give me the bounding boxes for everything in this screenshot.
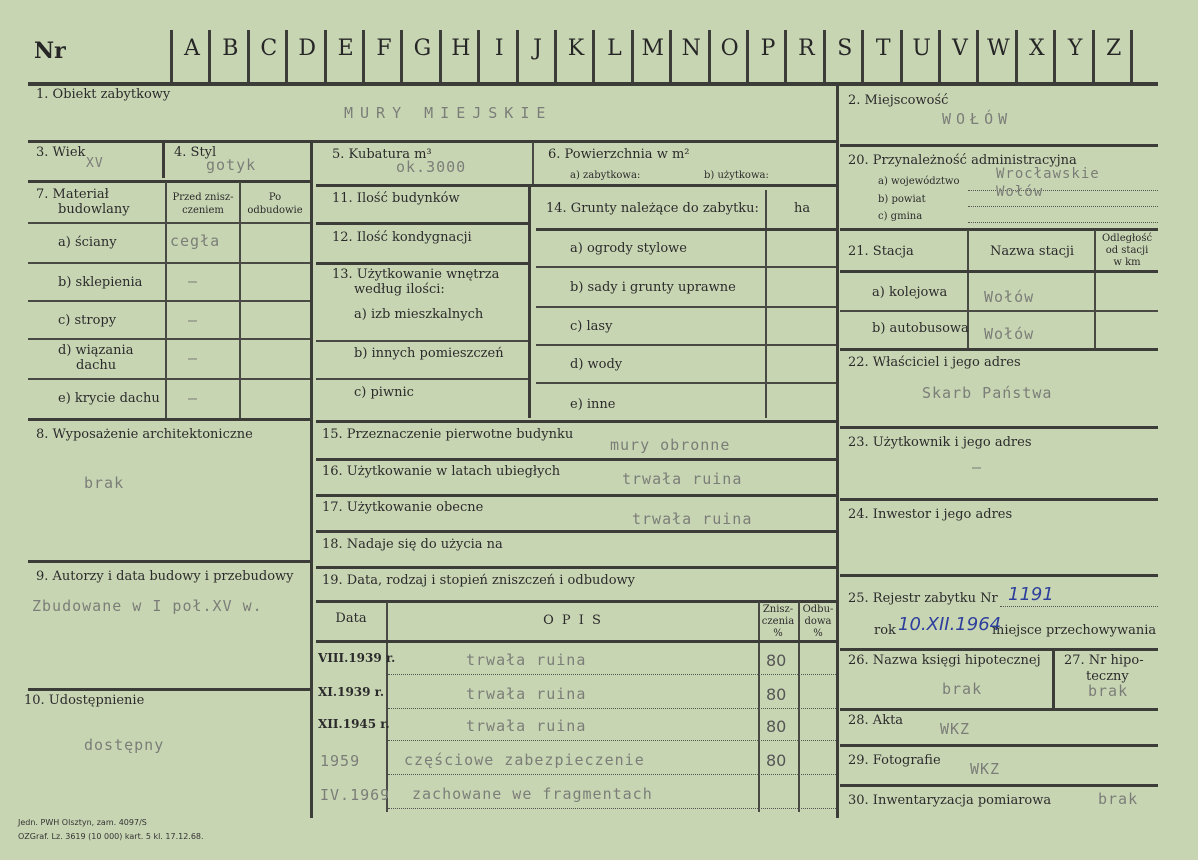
letter-f: F [376,36,392,61]
f19-col-opis: O P I S [543,613,603,628]
f4-label: 4. Styl [174,145,217,160]
f10-label: 10. Udostępnienie [24,693,145,708]
f14-unit: ha [794,201,811,216]
f3-value: XV [86,156,104,171]
footer-line1: Jedn. PWH Olsztyn, zam. 4097/S [18,818,147,827]
f30-label: 30. Inwentaryzacja pomiarowa [848,793,1052,808]
f16-label: 16. Użytkowanie w latach ubiegłych [322,464,561,479]
letter-b: B [222,36,239,61]
f14-item-b: b) sady i grunty uprawne [570,280,736,295]
f7-col1a: Przed znisz- [172,192,234,203]
f19-row-opis: częściowe zabezpieczenie [404,751,645,769]
f19-row-opis: zachowane we fragmentach [412,785,653,803]
f22-value: Skarb Państwa [922,384,1053,402]
f21-b: b) autobusowa [872,321,969,336]
f9-value: Zbudowane w I poł.XV w. [32,597,263,615]
f6-a: a) zabytkowa: [570,170,641,181]
letter-divider [1130,30,1133,84]
f19-row-zniszczenia: 80 [766,751,787,770]
f14-label: 14. Grunty należące do zabytku: [546,201,759,216]
f12-label: 12. Ilość kondygnacji [332,230,472,245]
letter-l: L [607,36,622,61]
f1-value: MURY MIEJSKIE [344,104,553,122]
f26-value: brak [942,680,983,698]
f8-label: 8. Wyposażenie architektoniczne [36,427,253,442]
letter-s: S [837,36,853,61]
letter-g: G [413,36,432,61]
letter-z: Z [1105,36,1122,61]
f7-row-e-value: – [188,389,199,407]
f20-c: c) gmina [878,211,923,222]
f27-label1: 27. Nr hipo- [1064,653,1144,668]
f13-b: b) innych pomieszczeń [354,346,504,361]
f21-col-d3: w km [1113,257,1141,268]
f19-label: 19. Data, rodzaj i stopień zniszczeń i odbudowy [322,573,636,588]
letter-y: Y [1067,36,1083,61]
f2-label: 2. Miejscowość [848,93,949,108]
letter-j: J [533,36,542,61]
f7-col1b: czeniem [182,205,224,216]
f20-a-value: Wrocławskie [996,166,1100,182]
f28-label: 28. Akta [848,713,904,728]
f15-label: 15. Przeznaczenie pierwotne budynku [322,427,574,442]
f28-value: WKZ [940,720,971,738]
letter-o: O [720,36,739,61]
letter-x: X [1028,36,1045,61]
f7-row-a-label: a) ściany [58,235,117,250]
letter-r: R [798,36,815,61]
letter-m: M [641,36,665,61]
f20-a: a) województwo [878,176,960,187]
letter-e: E [337,36,354,61]
f27-value: brak [1088,682,1129,700]
f7-row-b-value: – [188,272,199,290]
f21-a-value: Wołów [984,288,1035,306]
f23-label: 23. Użytkownik i jego adres [848,435,1032,450]
f19-col-z2: czenia [761,616,795,627]
f6-b: b) użytkowa: [704,170,769,181]
f6-label: 6. Powierzchnia w m² [548,147,690,162]
f29-value: WKZ [970,760,1001,778]
f25-rok-label: rok [874,623,896,638]
letter-v: V [952,36,968,61]
f1-label: 1. Obiekt zabytkowy [36,87,171,102]
f7-label2: budowlany [58,202,130,217]
f25-rok: 10.XII.1964 [898,614,1002,635]
f30-value: brak [1098,790,1139,808]
f19-row-date: VIII.1939 r. [318,651,396,665]
f29-label: 29. Fotografie [848,753,941,768]
f3-label: 3. Wiek [36,145,86,160]
f25-place: miejsce przechowywania [992,623,1157,638]
f7-row-e-label: e) krycie dachu [58,391,160,406]
letter-p: P [760,36,776,61]
f21-a: a) kolejowa [872,285,948,300]
letter-c: C [260,36,278,61]
f22-label: 22. Właściciel i jego adres [848,355,1021,370]
f21-b-value: Wołów [984,325,1035,343]
f13-label2: według ilości: [354,282,445,297]
f25-label: 25. Rejestr zabytku Nr [848,591,998,606]
f27-label2: teczny [1086,669,1129,684]
f7-row-c-value: – [188,311,199,329]
f21-col-d2: od stacji [1105,245,1149,256]
f20-b: b) powiat [878,194,926,205]
f8-value: brak [84,474,125,492]
letter-u: U [912,36,931,61]
f4-value: gotyk [206,156,257,174]
footer-line2: OZGraf. Lz. 3619 (10 000) kart. 5 kl. 17.12.68. [18,832,204,841]
f19-col-z3: % [773,628,783,639]
letter-h: H [451,36,471,61]
f16-value: trwała ruina [622,470,743,488]
f7-row-c-label: c) stropy [58,313,117,328]
f19-row-line [388,774,836,775]
f26-label: 26. Nazwa księgi hipotecznej [848,653,1041,668]
f19-row-opis: trwała ruina [466,685,587,703]
letter-n: N [681,36,701,61]
nr-label: Nr [34,38,66,64]
f7-col2a: Po [268,192,282,203]
f19-row-date: XII.1945 r. [318,717,390,731]
f19-row-line [388,740,836,741]
letter-t: T [875,36,891,61]
f19-row-opis: trwała ruina [466,651,587,669]
f19-row-date: 1959 [320,752,361,770]
letter-d: D [298,36,316,61]
f13-label1: 13. Użytkowanie wnętrza [332,267,500,282]
f21-label: 21. Stacja [848,244,914,259]
f19-row-zniszczenia: 80 [766,685,787,704]
f7-col2b: odbudowie [247,205,303,216]
f20-label: 20. Przynależność administracyjna [848,153,1077,168]
f17-label: 17. Użytkowanie obecne [322,500,484,515]
f20-b-value: Wołów [996,184,1044,200]
f19-col-data: Data [335,611,367,626]
f14-item-e: e) inne [570,397,616,412]
f7-row-d-value: – [188,349,199,367]
f2-value: WOŁÓW [942,110,1013,128]
letter-k: K [567,36,585,61]
f19-col-o3: % [813,628,823,639]
f23-value: – [972,458,983,476]
f19-row-date: XI.1939 r. [318,685,385,699]
f19-row-date: IV.1969 [320,786,391,804]
f19-row-zniszczenia: 80 [766,717,787,736]
f13-a: a) izb mieszkalnych [354,307,484,322]
f25-nr: 1191 [1008,584,1054,605]
f13-c: c) piwnic [354,385,414,400]
f7-label1: 7. Materiał [36,187,109,202]
f7-row-d-label2: dachu [76,358,117,373]
f19-row-zniszczenia: 80 [766,651,787,670]
f14-item-d: d) wody [570,357,623,372]
f9-label: 9. Autorzy i data budowy i przebudowy [36,569,294,584]
f19-col-z1: Znisz- [762,604,794,615]
letter-w: W [987,36,1010,61]
f21-col-name: Nazwa stacji [989,244,1075,259]
f5-value: ok.3000 [396,158,467,176]
letter-i: I [494,36,504,61]
f11-label: 11. Ilość budynków [332,191,460,206]
f19-row-line [388,674,836,675]
f14-item-a: a) ogrody stylowe [570,241,687,256]
f17-value: trwała ruina [632,510,753,528]
f7-row-d-label: d) wiązania [58,343,134,358]
f14-item-c: c) lasy [570,319,613,334]
f15-value: mury obronne [610,436,731,454]
f19-col-o2: dowa [804,616,832,627]
f19-col-o1: Odbu- [802,604,834,615]
f7-row-a-value: cegła [170,232,221,250]
f18-label: 18. Nadaje się do użycia na [322,537,503,552]
f21-col-d1: Odległość [1101,233,1153,244]
f19-row-opis: trwała ruina [466,717,587,735]
f5-label: 5. Kubatura m³ [332,147,432,162]
f19-row-line [388,708,836,709]
letter-a: A [184,36,200,61]
f7-row-b-label: b) sklepienia [58,275,143,290]
f24-label: 24. Inwestor i jego adres [848,507,1013,522]
f19-row-line [388,808,836,809]
f10-value: dostępny [84,736,165,754]
